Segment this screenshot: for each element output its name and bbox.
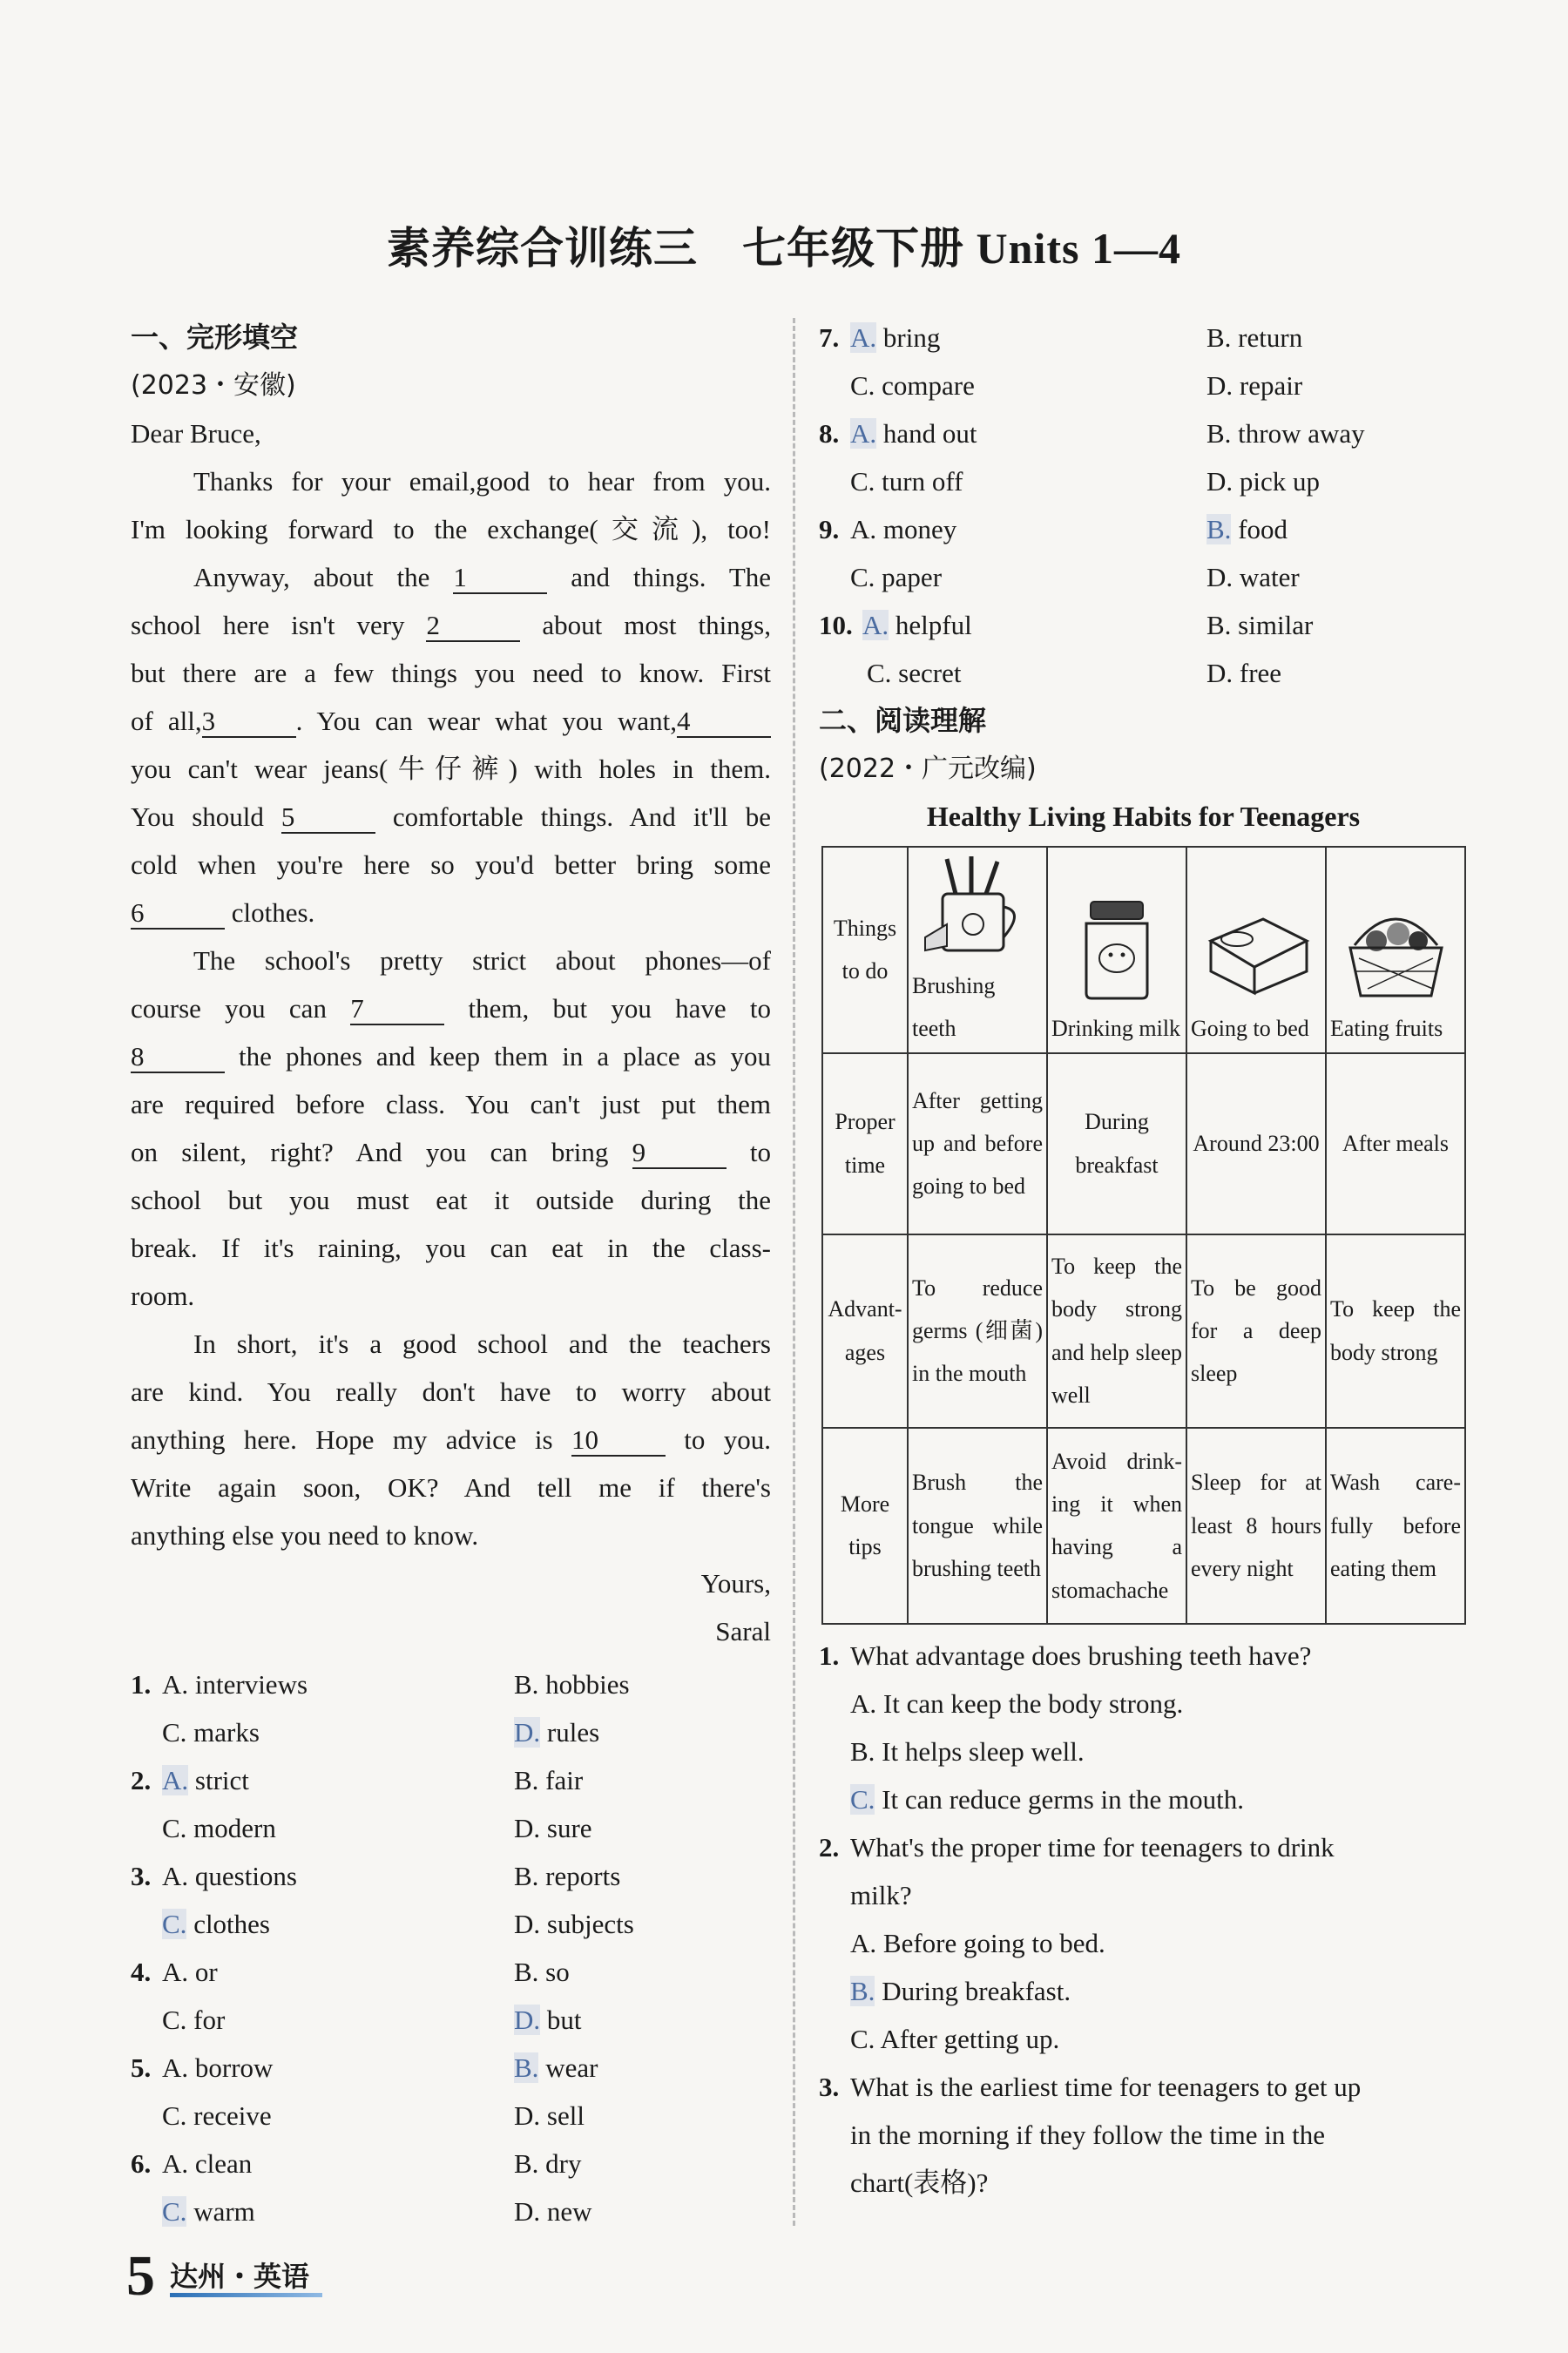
toothbrush-cup-icon [921,855,1034,959]
reading-q2-stem-cont: milk? [850,1879,912,1910]
option-7c[interactable]: C. compare [850,370,975,401]
answer-mark: A. [162,1765,189,1795]
question-2-row-1 [131,1756,771,1804]
footer-label: 达州・英语 [170,2260,310,2293]
option-5b[interactable] [514,2044,598,2092]
paragraph-3-line-5 [131,1128,771,1176]
option-6b[interactable]: B. dry [514,2148,582,2179]
question-9-row-1 [819,505,1468,553]
question-number: 5. [131,2052,152,2083]
tip-going-to-bed: Sleep for at least 8 hours every night [1186,1428,1326,1624]
blank-8[interactable]: 8 [131,1042,225,1073]
blank-4[interactable]: 4 [677,707,771,738]
paragraph-2-line-3: but there are a few things you need to know. First [131,658,771,688]
option-text: warm [186,2196,255,2227]
column-divider [793,318,795,2226]
blank-10[interactable]: 10 [571,1425,666,1457]
question-7-row-1 [819,314,1468,362]
paragraph-2-line-5: you can't wear jeans(牛仔裤) with holes in them. [131,754,771,784]
things-going-to-bed: Going to bed [1191,1016,1309,1042]
answer-mark: D. [514,1717,541,1748]
cell-eating-fruits [1326,847,1465,1053]
option-10b[interactable]: B. similar [1206,610,1314,640]
blank-7[interactable]: 7 [350,994,444,1025]
text: and things. The [571,562,772,592]
option-9d[interactable]: D. water [1206,562,1300,592]
blank-9[interactable]: 9 [632,1138,727,1169]
text: to [749,1137,772,1167]
paragraph-3-line-6: school but you must eat it outside during the [131,1185,771,1215]
time-going-to-bed: Around 23:00 [1186,1053,1326,1234]
question-number: 2. [131,1765,152,1795]
things-brushing-teeth: Brushing teeth [912,973,996,1042]
paragraph-3-line-4: are required before class. You can't just put them [131,1089,771,1119]
adv-brushing-teeth: To reduce germs (细菌) in the mouth [908,1234,1047,1428]
text: them, but you have to [468,993,772,1024]
time-eating-fruits: After meals [1326,1053,1465,1234]
option-6a[interactable]: A. clean [162,2148,253,2179]
paragraph-4-line-3 [131,1416,771,1464]
option-2c[interactable]: C. modern [162,1813,276,1843]
text: comfortable things. And it'll be [392,801,772,832]
option-text: During breakfast. [875,1975,1071,2006]
paragraph-4-line-1: In short, it's a good school and the teachers [193,1329,771,1359]
question-3-row-1 [131,1852,771,1900]
question-2-row-2 [131,1804,771,1852]
row-header-tips: More tips [822,1428,908,1624]
answer-mark: C. [162,1909,187,1939]
question-number: 10. [819,610,853,640]
question-7-row-2 [819,362,1468,409]
paragraph-4-line-5: anything else you need to know. [131,1520,479,1551]
question-10-row-2 [819,649,1468,697]
cell-brushing-teeth [908,847,1047,1053]
reading-q3-stem-cont-2: chart(表格)? [850,2167,989,2198]
option-2a[interactable] [162,1765,249,1795]
question-number: 3. [819,2071,840,2102]
paragraph-2-line-4 [131,697,771,745]
question-number: 1. [819,1640,840,1671]
time-brushing-teeth: After getting up and before going to bed [908,1053,1047,1234]
question-6-row-2 [131,2187,771,2235]
option-1d[interactable] [514,1708,599,1756]
option-10d[interactable]: D. free [1206,658,1282,688]
paragraph-2-line-8 [131,889,771,936]
text: Anyway, about the [193,562,430,592]
question-text: What is the earliest time for teenagers to get up [850,2071,1362,2102]
option-4c[interactable]: C. for [162,2005,226,2035]
option-1a[interactable]: A. interviews [162,1669,308,1700]
option-text: clothes [186,1909,270,1939]
option-2d[interactable]: D. sure [514,1813,592,1843]
option-9a[interactable]: A. money [850,514,957,544]
page-title: 素养综合训练三 七年级下册 Units 1—4 [387,224,1181,273]
question-3-row-2 [131,1900,771,1948]
text: anything here. Hope my advice is [131,1424,553,1455]
question-4-row-2 [131,1996,771,2044]
question-number: 2. [819,1831,840,1863]
tip-eating-fruits: Wash care-fully before eating them [1326,1428,1465,1624]
text: about most things, [542,610,771,640]
option-3c[interactable] [131,1900,270,1948]
option-8c[interactable]: C. turn off [850,466,963,497]
question-8-row-1 [819,409,1468,457]
reading-q1-option-b[interactable]: B. It helps sleep well. [850,1735,1085,1767]
footer-rule [170,2293,322,2297]
question-number: 6. [131,2148,152,2179]
paragraph-2-line-7: cold when you're here so you'd better bring some [131,849,771,880]
option-7a[interactable] [850,322,940,353]
option-3a[interactable]: A. questions [162,1861,297,1891]
text: course you can [131,993,327,1024]
option-8b[interactable]: B. throw away [1206,418,1365,449]
option-7d[interactable]: D. repair [1206,370,1303,401]
blank-6[interactable]: 6 [131,898,225,930]
answer-mark: A. [850,322,877,353]
option-3d[interactable]: D. subjects [514,1909,634,1939]
time-drinking-milk: During breakfast [1047,1053,1186,1234]
text: school here isn't very [131,610,405,640]
option-4b[interactable]: B. so [514,1957,570,1987]
question-8-row-2 [819,457,1468,505]
reading-q2-option-a[interactable]: A. Before going to bed. [850,1927,1105,1958]
closing-yours: Yours, [700,1568,771,1599]
chart-title: Healthy Living Habits for Teenagers [926,801,1361,832]
text: of all, [131,706,202,736]
greeting: Dear Bruce, [131,418,261,449]
option-10c[interactable]: C. secret [867,658,962,688]
text: on silent, right? And you can bring [131,1137,609,1167]
adv-eating-fruits: To keep the body strong [1326,1234,1465,1428]
question-text: What's the proper time for teenagers to drink [850,1831,1335,1863]
option-text: rules [540,1717,600,1748]
option-1b[interactable]: B. hobbies [514,1669,630,1700]
tip-brushing-teeth: Brush the tongue while brushing teeth [908,1428,1047,1624]
question-number: 9. [819,514,840,544]
table-row-tips [822,1428,1465,1624]
table-row-time [822,1053,1465,1234]
adv-going-to-bed: To be good for a deep sleep [1186,1234,1326,1428]
row-header-time: Proper time [822,1053,908,1234]
closing-signature: Saral [715,1616,771,1646]
cloze-source: (2023・安徽) [131,370,296,401]
question-1-row-2 [131,1708,771,1756]
option-10a[interactable] [862,610,972,640]
row-header-advantages: Advant-ages [822,1234,908,1428]
text: the phones and keep them in a place as you [239,1041,771,1072]
left-column [131,314,771,2235]
page-number: 5 [126,2244,155,2308]
question-text: What advantage does brushing teeth have? [850,1640,1312,1671]
option-text: It can reduce germs in the mouth. [875,1783,1244,1815]
text: clothes. [231,897,315,928]
answer-mark: B. [514,2052,539,2083]
blank-1[interactable]: 1 [453,563,547,594]
question-number: 4. [131,1957,152,1987]
option-5c[interactable]: C. receive [162,2100,272,2131]
paragraph-4-line-2: are kind. You really don't have to worry about [131,1376,771,1407]
question-1-row-1 [131,1660,771,1708]
option-9b[interactable] [1206,505,1288,553]
answer-mark: C. [162,2196,187,2227]
things-eating-fruits: Eating fruits [1330,1016,1443,1042]
option-text: strict [188,1765,249,1795]
question-5-row-2 [131,2092,771,2140]
paragraph-2-line-1 [131,553,771,601]
option-text: bring [876,322,941,353]
option-text: hand out [876,418,977,449]
blank-2[interactable]: 2 [426,611,520,642]
answer-mark: A. [850,418,877,449]
option-text: food [1231,514,1288,544]
cell-drinking-milk [1047,847,1186,1053]
cell-going-to-bed [1186,847,1326,1053]
option-5d[interactable]: D. sell [514,2100,585,2131]
reading-q2-option-b[interactable] [819,1967,1468,2015]
question-6-row-1 [131,2140,771,2187]
adv-drinking-milk: To keep the body strong and help sleep well [1047,1234,1186,1428]
reading-q3-stem-cont: in the morning if they follow the time in the [850,2119,1325,2150]
option-7b[interactable]: B. return [1206,322,1303,353]
option-2b[interactable]: B. fair [514,1765,584,1795]
paragraph-2-line-2 [131,601,771,649]
text: to you. [684,1424,771,1455]
paragraph-1-line-1: Thanks for your email,good to hear from you. [193,466,771,497]
table-row-advantages [822,1234,1465,1428]
cloze-heading: 一、完形填空 [131,321,299,354]
things-drinking-milk: Drinking milk [1051,1016,1181,1042]
option-6d[interactable]: D. new [514,2196,592,2227]
reading-q3-stem [819,2063,1468,2111]
reading-q1-stem [819,1632,1468,1680]
option-4d[interactable] [514,1996,582,2044]
paragraph-3-line-2 [131,984,771,1032]
question-number: 1. [131,1669,152,1700]
blank-3[interactable]: 3 [202,707,296,738]
milk-jar-icon [1069,897,1165,1002]
paragraph-3-line-7: break. If it's raining, you can eat in the class- [131,1233,771,1263]
option-1c[interactable]: C. marks [162,1717,260,1748]
answer-mark: B. [1206,514,1232,544]
option-text: helpful [889,610,972,640]
option-text: but [540,2005,582,2035]
paragraph-1-line-2: I'm looking forward to the exchange(交流), too! [131,514,771,544]
question-number: 7. [819,322,840,353]
reading-heading: 二、阅读理解 [819,704,987,737]
answer-mark: A. [862,610,889,640]
option-8a[interactable] [850,418,977,449]
reading-q2-stem [819,1823,1468,1871]
option-4a[interactable]: A. or [162,1957,218,1987]
option-3b[interactable]: B. reports [514,1861,621,1891]
answer-mark: B. [850,1975,875,2006]
reading-q1-option-c[interactable] [819,1775,1468,1823]
reading-q2-option-c[interactable]: C. After getting up. [850,2023,1060,2054]
paragraph-3-line-8: room. [131,1281,195,1311]
table-row-things [822,847,1465,1053]
tip-drinking-milk: Avoid drink-ing it when having a stomachache [1047,1428,1186,1624]
text: . You can wear what you want, [295,706,677,736]
reading-source: (2022・广元改编) [819,754,1037,784]
text: You should [131,801,264,832]
question-5-row-1 [131,2044,771,2092]
answer-mark: D. [514,2005,541,2035]
answer-mark: C. [850,1783,875,1815]
question-number: 3. [131,1861,152,1891]
question-10-row-1 [819,601,1468,649]
option-text: wear [538,2052,598,2083]
option-9c[interactable]: C. paper [850,562,943,592]
fruit-basket-icon [1342,897,1450,1002]
question-4-row-1 [131,1948,771,1996]
option-6c[interactable] [131,2187,255,2235]
habits-table [821,846,1466,1625]
question-number: 8. [819,418,840,449]
option-8d[interactable]: D. pick up [1206,466,1321,497]
question-9-row-2 [819,553,1468,601]
row-header-things: Things to do [822,847,908,1053]
reading-q1-option-a[interactable]: A. It can keep the body strong. [850,1687,1184,1719]
bed-icon [1202,906,1311,1002]
paragraph-3-line-1: The school's pretty strict about phones—of [193,945,771,976]
paragraph-3-line-3 [131,1032,771,1080]
paragraph-2-line-6 [131,793,771,841]
right-column [819,314,1468,2207]
paragraph-4-line-4: Write again soon, OK? And tell me if there's [131,1472,771,1503]
option-5a[interactable]: A. borrow [162,2052,274,2083]
blank-5[interactable]: 5 [281,802,375,834]
